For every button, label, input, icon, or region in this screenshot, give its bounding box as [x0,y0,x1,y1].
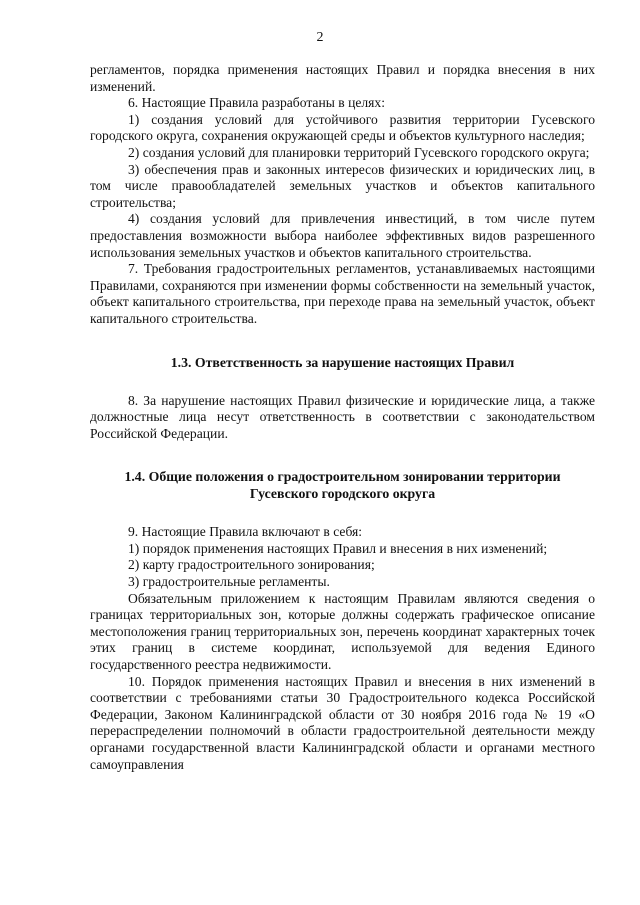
paragraph-continuation: регламентов, порядка применения настоящих Правил и порядка внесения в них изменений. [90,62,595,94]
paragraph-9: 9. Настоящие Правила включают в себя: [128,524,363,540]
paragraph-6-item-3: 3) обеспечения прав и законных интересов физических и юридических лиц, в том числе правообладателей земельных участков и объектов капитального строительства; [90,161,595,210]
paragraph-6-item-4: 4) создания условий для привлечения инвестиций, в том числе путем предоставления возможности выбора наиболее эффективных видов разрешенного использования земельных участков и объектов капитального строительства. [90,211,595,260]
document-body [90,62,595,773]
spacer [90,442,595,468]
paragraph-6: 6. Настоящие Правила разработаны в целях: [128,95,386,111]
paragraph-8: 8. За нарушение настоящих Правил физические и юридические лица, а также должностные лица несут ответственность в соответствии с законодательством Российской Федерации. [90,392,595,441]
paragraph-9-item-2: 2) карту градостроительного зонирования; [128,557,375,573]
spacer [90,371,595,393]
appendix-paragraph: Обязательным приложением к настоящим Правилам являются сведения о границах территориальных зон, которые должны содержать графическое описание местоположения границ территориальных зон, перечень координат характерных точек этих границ в системе координат, используемой для ведения Единого государственного реестра недвижимости. [90,590,595,673]
paragraph-9-item-1: 1) порядок применения настоящих Правил и внесения в них изменений; [128,540,548,556]
page-number: 2 [316,30,324,45]
paragraph-7: 7. Требования градостроительных регламентов, устанавливаемых настоящими Правилами, сохраняются при изменении формы собственности на земельный участок, объект капитального строительства, при переходе права на земельный участок, объект капитального строительства. [90,261,595,326]
paragraph-10: 10. Порядок применения настоящих Правил и внесения в них изменений в соответствии с требованиями статьи 30 Градостроительного кодекса Российской Федерации, Законом Калининградской области от 30 ноября 2016 года № 19 «О перераспределении полномочий в области градостроительной деятельности между органами государственной власти Калининградской области и органами местного самоуправления [90,673,595,772]
section-heading-1-4-line-1: 1.4. Общие положения о градостроительном зонировании территории [124,469,561,485]
section-heading-1-4-line-2: Гусевского городского округа [249,486,436,502]
paragraph-9-item-3: 3) градостроительные регламенты. [128,574,330,590]
section-heading-1-3: 1.3. Ответственность за нарушение настоящих Правил [170,354,515,370]
spacer [90,502,595,524]
spacer [90,328,595,354]
paragraph-6-item-1: 1) создания условий для устойчивого развития территории Гусевского городского округа, сохранения окружающей среды и объектов культурного наследия; [90,111,595,144]
paragraph-6-item-2: 2) создания условий для планировки территорий Гусевского городского округа; [128,144,590,160]
